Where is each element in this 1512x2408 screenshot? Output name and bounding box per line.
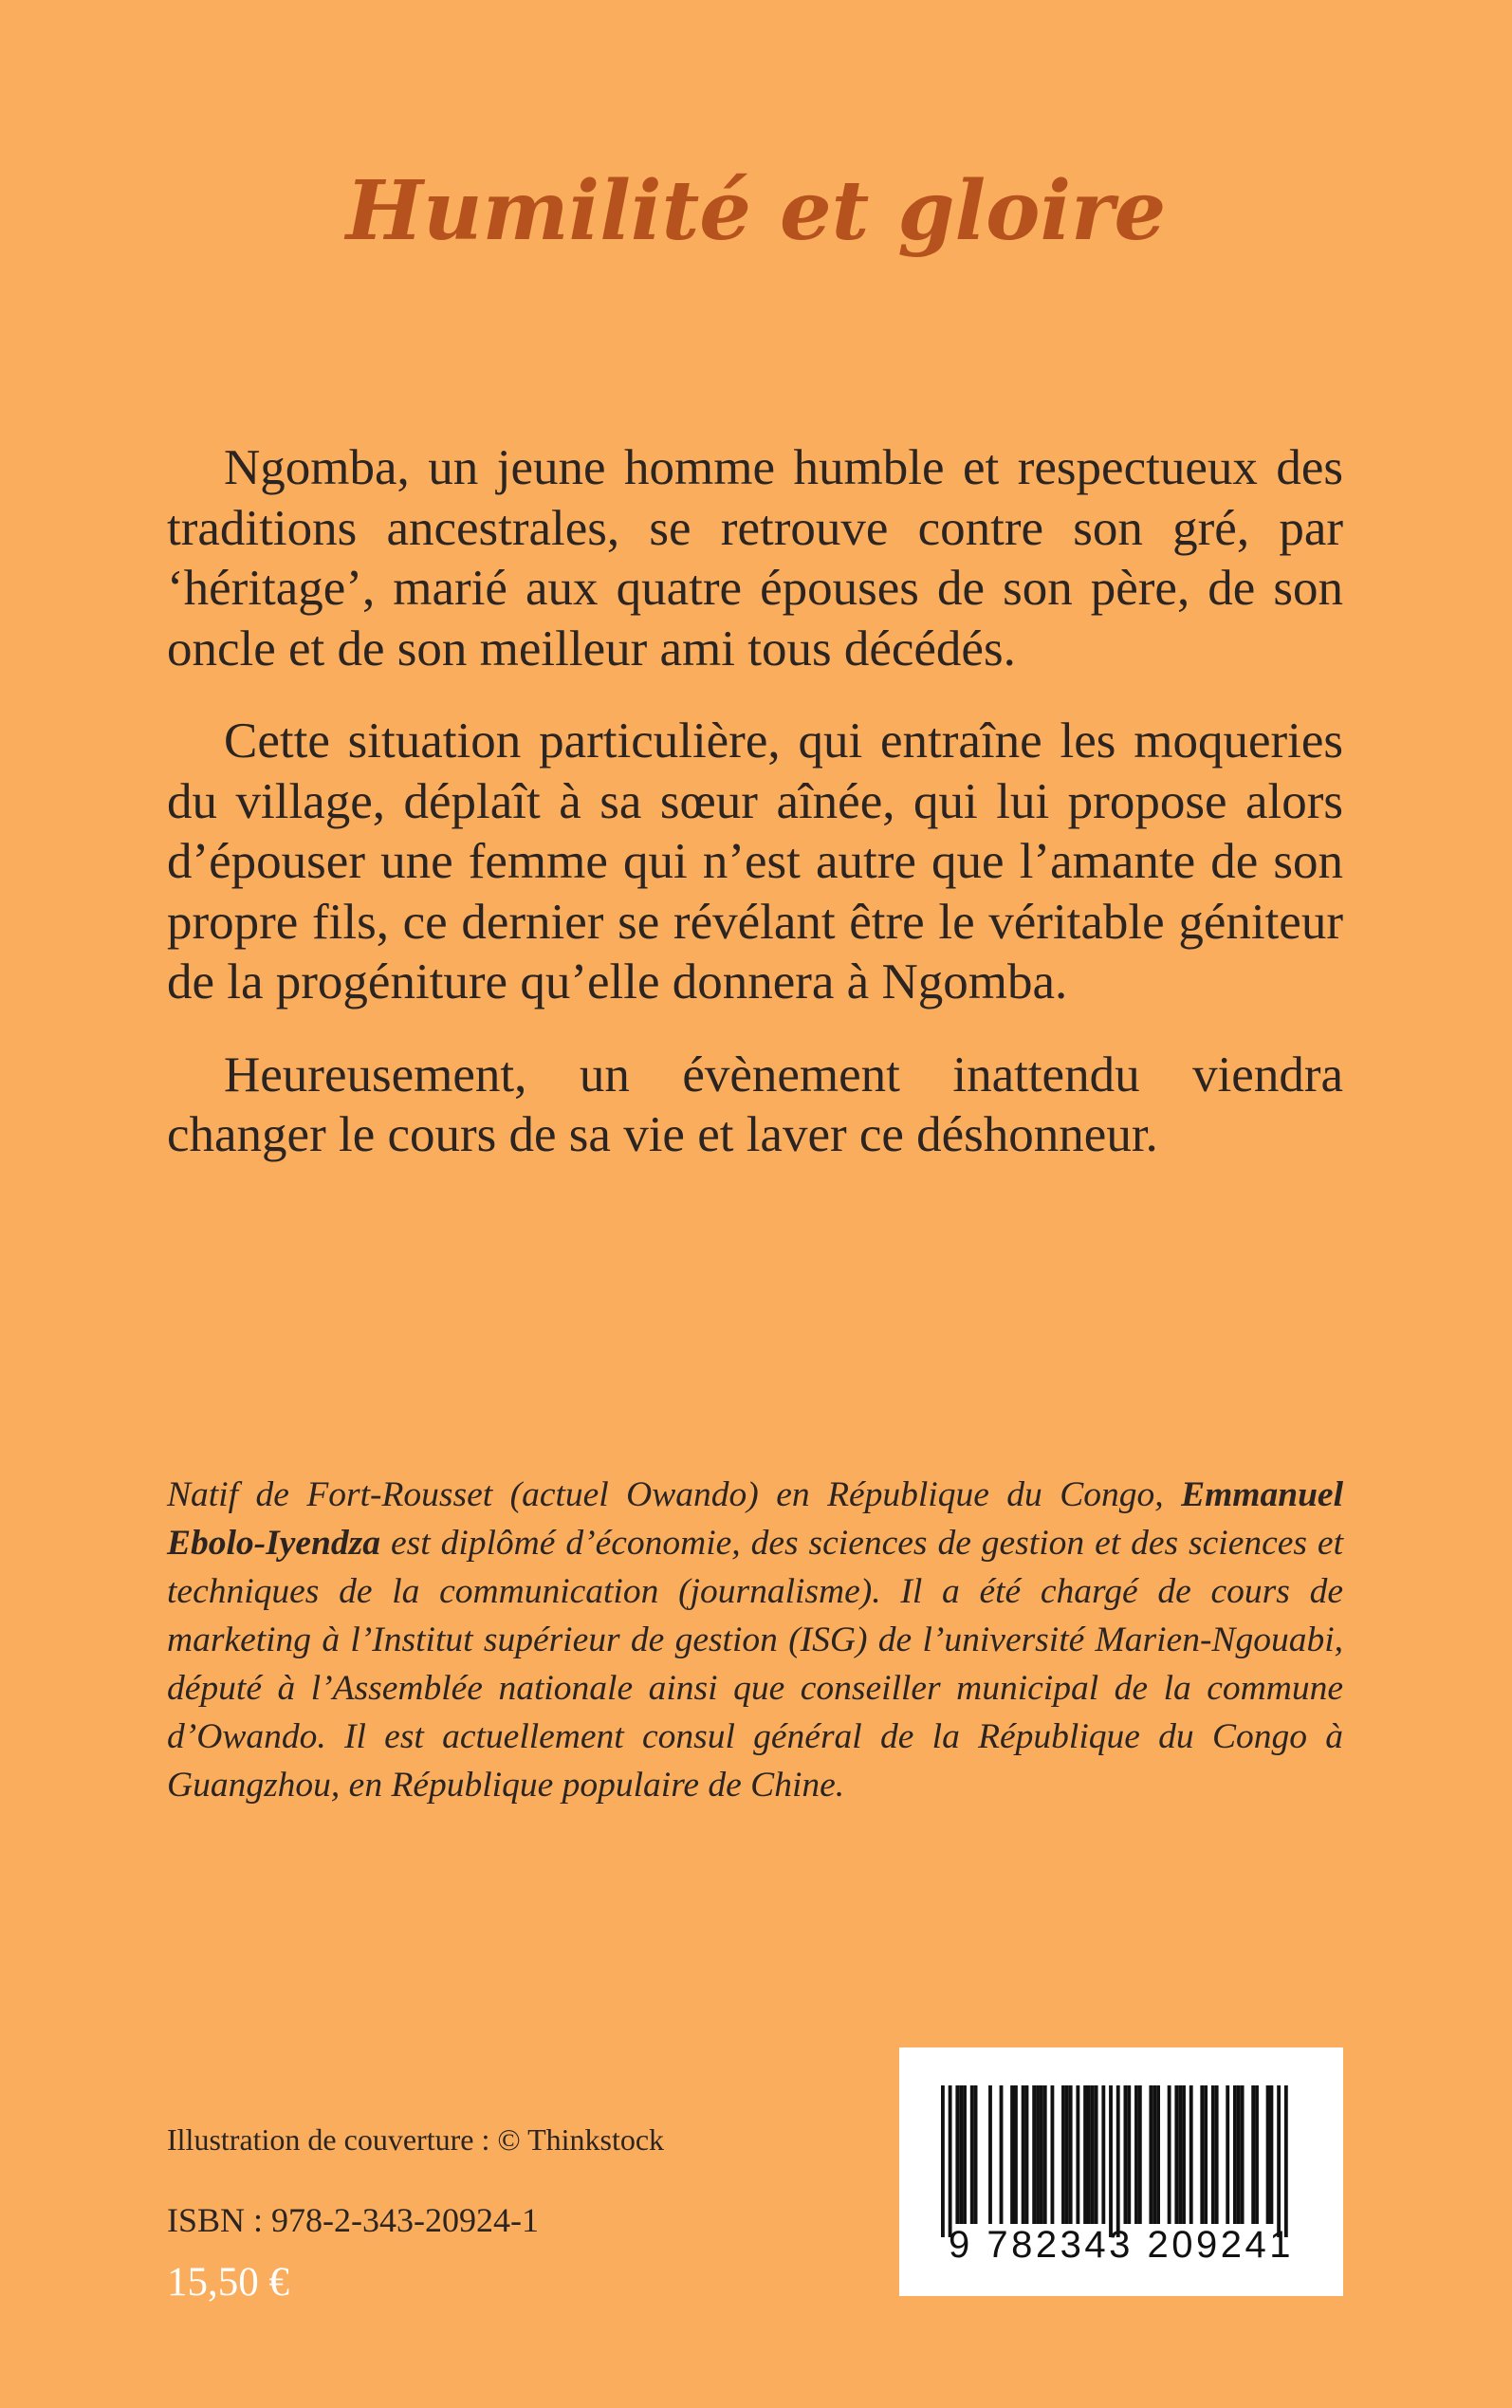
barcode-bar xyxy=(1189,2085,1193,2224)
barcode-bar xyxy=(1204,2085,1208,2224)
barcode-bar xyxy=(1226,2085,1229,2224)
barcode-bar xyxy=(1138,2085,1142,2224)
barcode-bar xyxy=(1109,2085,1113,2237)
synopsis-paragraph: Cette situation particulière, qui entraîne les moqueries du village, déplaît à sa sœur aînée, qui lui propose alors d’épouser une femme qui n’est autre que l’amante de son propre fils, ce dernier se révélant être le véritable géniteur de la progéniture qu’elle donnera à Ngomba. xyxy=(167,713,1343,1010)
barcode-bar xyxy=(1233,2085,1237,2224)
barcode-bar xyxy=(1255,2085,1259,2224)
barcode-bar xyxy=(1040,2085,1043,2224)
barcode-bar xyxy=(1036,2085,1040,2224)
barcode-bar xyxy=(1095,2085,1098,2224)
barcode-bar xyxy=(1182,2085,1186,2224)
barcode-bar xyxy=(1127,2085,1131,2224)
synopsis-paragraph: Heureusement, un évènement inattendu viendra changer le cours de sa vie et laver ce déshonneur. xyxy=(167,1047,1343,1162)
barcode-bar xyxy=(1000,2085,1004,2224)
barcode-bar xyxy=(1065,2085,1069,2224)
price: 15,50 € xyxy=(167,2260,289,2305)
barcode-bar xyxy=(988,2085,992,2224)
barcode-bar xyxy=(959,2085,963,2224)
barcode xyxy=(899,2047,1343,2296)
barcode-bar xyxy=(970,2085,974,2224)
barcode-bar xyxy=(1014,2085,1018,2224)
barcode-bar xyxy=(1116,2085,1120,2237)
barcode-bar xyxy=(1124,2085,1128,2224)
isbn: ISBN : 978-2-343-20924-1 xyxy=(167,2201,539,2239)
synopsis-paragraph: Ngomba, un jeune homme humble et respectueux des traditions ancestrales, se retrouve contre son gré, par ‘héritage’, marié aux quatre épouses de son père, de son oncle et de son meilleur ami tous décédés. xyxy=(167,440,1343,676)
author-bio xyxy=(167,1471,1343,1809)
barcode-bar xyxy=(1149,2085,1152,2224)
barcode-bar xyxy=(963,2085,967,2224)
barcode-bar xyxy=(1069,2085,1073,2224)
barcode-bar xyxy=(1168,2085,1171,2224)
barcode-bar xyxy=(1043,2085,1047,2224)
barcode-bar xyxy=(1152,2085,1156,2224)
barcode-bar xyxy=(1251,2085,1255,2224)
barcode-bar xyxy=(1087,2085,1091,2224)
barcode-bar xyxy=(1051,2085,1055,2224)
barcode-bar xyxy=(1174,2085,1178,2224)
synopsis xyxy=(167,438,1343,1198)
barcode-bar xyxy=(1241,2085,1245,2224)
book-title: Humilité et gloire xyxy=(345,163,1167,259)
barcode-bar xyxy=(974,2085,978,2224)
barcode-bar xyxy=(1270,2085,1274,2224)
author-name: Emmanuel Ebolo-Iyendza xyxy=(167,1475,1343,1563)
barcode-bar xyxy=(1156,2085,1160,2224)
barcode-digits: 9 782343 209241 xyxy=(949,2224,1294,2266)
bio-intro: Natif de Fort-Rousset (actuel Owando) en République du Congo, xyxy=(167,1475,1182,1514)
barcode-bar xyxy=(955,2085,959,2224)
barcode-bar xyxy=(1010,2085,1014,2224)
barcode-bar xyxy=(1215,2085,1219,2224)
barcode-bar xyxy=(1237,2085,1241,2224)
barcode-bar xyxy=(1022,2085,1025,2224)
barcode-bar xyxy=(941,2085,945,2237)
barcode-bar xyxy=(949,2085,952,2237)
illustration-credit: Illustration de couverture : © Thinkstock xyxy=(167,2122,665,2157)
barcode-bar xyxy=(1200,2085,1204,2224)
barcode-bar xyxy=(1083,2085,1087,2224)
barcode-bar xyxy=(1134,2085,1138,2224)
barcode-bar xyxy=(1101,2085,1105,2224)
barcode-bar xyxy=(1061,2085,1065,2224)
barcode-bar xyxy=(1211,2085,1215,2224)
barcode-bar xyxy=(1178,2085,1182,2224)
barcode-bar xyxy=(1091,2085,1095,2224)
barcode-bar xyxy=(1284,2085,1288,2237)
barcode-bar xyxy=(1032,2085,1036,2224)
bio-body: est diplômé d’économie, des sciences de gestion et des sciences et techniques de la communication (journalisme). Il a été chargé de cours de marketing à l’Institut supérieur de gestion (ISG) de l’université Marien-Ngouabi, député à l’Assemblée nationale ainsi que conseiller municipal de la commune d’Owando. Il est actuellement consul général de la République du Congo à Guangzhou, en République populaire de Chine. xyxy=(167,1524,1343,1805)
barcode-bar xyxy=(1277,2085,1281,2237)
barcode-bar xyxy=(1025,2085,1029,2224)
barcode-bar xyxy=(1076,2085,1079,2224)
barcode-bar xyxy=(1266,2085,1270,2224)
